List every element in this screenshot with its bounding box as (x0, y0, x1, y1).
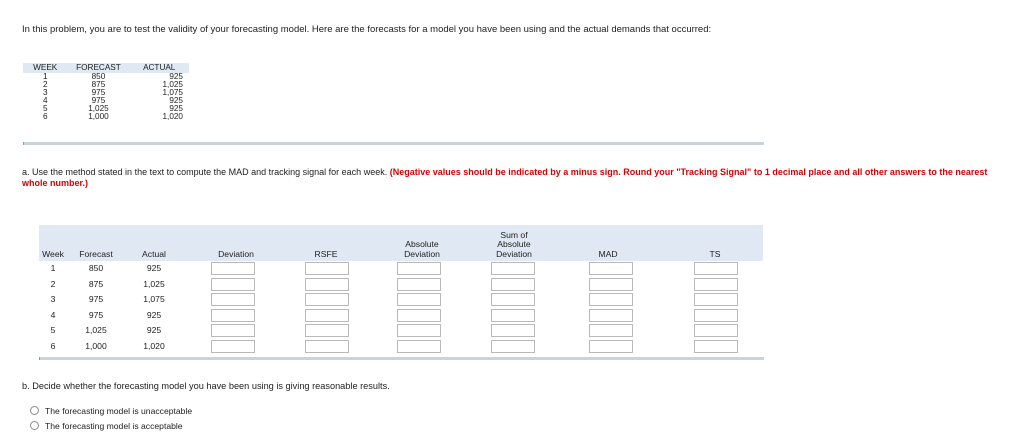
given-data-table (23, 63, 189, 123)
header-absolute-deviation: Absolute Deviation (404, 239, 440, 259)
absolute-deviation-input[interactable] (397, 293, 441, 306)
radio-acceptable[interactable] (30, 421, 39, 430)
cell-forecast: 1,000 (85, 341, 107, 351)
ts-input[interactable] (694, 340, 738, 353)
header-rsfe: RSFE (314, 248, 338, 259)
part-a-question (22, 167, 1007, 189)
header-mad: MAD (598, 248, 618, 259)
cell-week: 3 (42, 88, 48, 97)
col-header-forecast: FORECAST (67, 63, 129, 73)
cell-forecast: 850 (91, 72, 106, 81)
ts-input[interactable] (694, 278, 738, 291)
cell-actual: 1,075 (162, 88, 183, 97)
part-b-question: b. Decide whether the forecasting model you have been using is giving reasonable results. (22, 381, 390, 391)
cell-forecast: 875 (88, 278, 104, 289)
header-actual: Actual (142, 248, 166, 259)
cell-actual: 925 (169, 72, 183, 81)
mad-input[interactable] (589, 324, 633, 337)
deviation-input[interactable] (211, 278, 255, 291)
header-deviation: Deviation (218, 248, 254, 259)
cell-actual: 925 (146, 309, 162, 320)
rsfe-input[interactable] (305, 278, 349, 291)
cell-week: 6 (42, 112, 48, 121)
answer-grid-row (39, 277, 763, 292)
mad-input[interactable] (589, 340, 633, 353)
cell-forecast: 975 (88, 294, 104, 305)
cell-forecast: 1,025 (85, 325, 107, 336)
cell-forecast: 975 (88, 309, 104, 320)
cell-actual: 1,020 (143, 341, 165, 351)
ts-input[interactable] (694, 324, 738, 337)
cell-forecast: 850 (88, 263, 104, 273)
col-header-week: WEEK (23, 63, 67, 73)
cell-week: 5 (50, 325, 56, 336)
cell-week: 3 (50, 294, 56, 305)
cell-actual: 925 (169, 96, 183, 105)
cell-actual: 1,025 (162, 80, 183, 89)
rsfe-input[interactable] (305, 340, 349, 353)
absolute-deviation-input[interactable] (397, 278, 441, 291)
deviation-input[interactable] (211, 293, 255, 306)
intro-text: In this problem, you are to test the validity of your forecasting model. Here are the forecasts for a model you have been using and the actual demands that occurred: (22, 24, 712, 35)
sum-absolute-deviation-input[interactable] (491, 309, 535, 322)
rsfe-input[interactable] (305, 309, 349, 322)
header-forecast: Forecast (79, 248, 113, 259)
radio-unacceptable[interactable] (30, 406, 39, 415)
option-acceptable-label: The forecasting model is acceptable (45, 421, 183, 431)
absolute-deviation-input[interactable] (397, 262, 441, 275)
part-a-text: a. Use the method stated in the text to compute the MAD and tracking signal for each week. (22, 167, 388, 177)
cell-actual: 925 (146, 263, 162, 273)
cell-week: 6 (50, 341, 56, 351)
ts-input[interactable] (694, 262, 738, 275)
deviation-input[interactable] (211, 309, 255, 322)
cell-week: 2 (50, 278, 56, 289)
header-sum-absolute-deviation: Sum of Absolute Deviation (496, 229, 532, 259)
deviation-input[interactable] (211, 340, 255, 353)
cell-actual: 1,075 (143, 294, 165, 305)
sum-absolute-deviation-input[interactable] (491, 278, 535, 291)
cell-week: 1 (50, 263, 56, 273)
section-divider (23, 142, 764, 145)
ts-input[interactable] (694, 293, 738, 306)
header-ts: TS (709, 248, 721, 259)
header-week: Week (42, 248, 64, 259)
cell-week: 4 (50, 309, 56, 320)
cell-forecast: 975 (91, 96, 106, 105)
mad-input[interactable] (589, 278, 633, 291)
cell-forecast: 1,025 (88, 104, 109, 113)
col-header-actual: ACTUAL (129, 63, 189, 73)
cell-actual: 1,020 (162, 112, 183, 121)
answer-grid-row (39, 292, 763, 307)
deviation-input[interactable] (211, 262, 255, 275)
sum-absolute-deviation-input[interactable] (491, 262, 535, 275)
answer-grid-header (39, 225, 763, 261)
cell-forecast: 875 (91, 80, 106, 89)
answer-grid-row (39, 323, 763, 338)
cell-week: 5 (42, 104, 48, 113)
absolute-deviation-input[interactable] (397, 324, 441, 337)
sum-absolute-deviation-input[interactable] (491, 293, 535, 306)
rsfe-input[interactable] (305, 324, 349, 337)
rsfe-input[interactable] (305, 262, 349, 275)
absolute-deviation-input[interactable] (397, 340, 441, 353)
option-unacceptable-label: The forecasting model is unacceptable (45, 406, 193, 416)
cell-week: 1 (42, 72, 48, 81)
ts-input[interactable] (694, 309, 738, 322)
answer-grid-row (39, 308, 763, 323)
cell-actual: 1,025 (143, 278, 165, 289)
sum-absolute-deviation-input[interactable] (491, 324, 535, 337)
cell-week: 4 (42, 96, 48, 105)
cell-forecast: 1,000 (88, 112, 109, 121)
mad-input[interactable] (589, 293, 633, 306)
absolute-deviation-input[interactable] (397, 309, 441, 322)
sum-absolute-deviation-input[interactable] (491, 340, 535, 353)
cell-week: 2 (42, 80, 48, 89)
cell-forecast: 975 (91, 88, 106, 97)
mad-input[interactable] (589, 262, 633, 275)
answer-grid-row (39, 339, 763, 354)
section-divider (39, 357, 764, 360)
answer-grid-row (39, 261, 763, 276)
part-a-instruction: (Negative values should be indicated by a minus sign. Round your "Tracking Signal" to 1 decimal place and all other answers to the nearest whole number.) (22, 167, 988, 188)
given-data-row (23, 113, 189, 123)
mad-input[interactable] (589, 309, 633, 322)
cell-actual: 925 (169, 104, 183, 113)
rsfe-input[interactable] (305, 293, 349, 306)
deviation-input[interactable] (211, 324, 255, 337)
cell-actual: 925 (146, 325, 162, 336)
